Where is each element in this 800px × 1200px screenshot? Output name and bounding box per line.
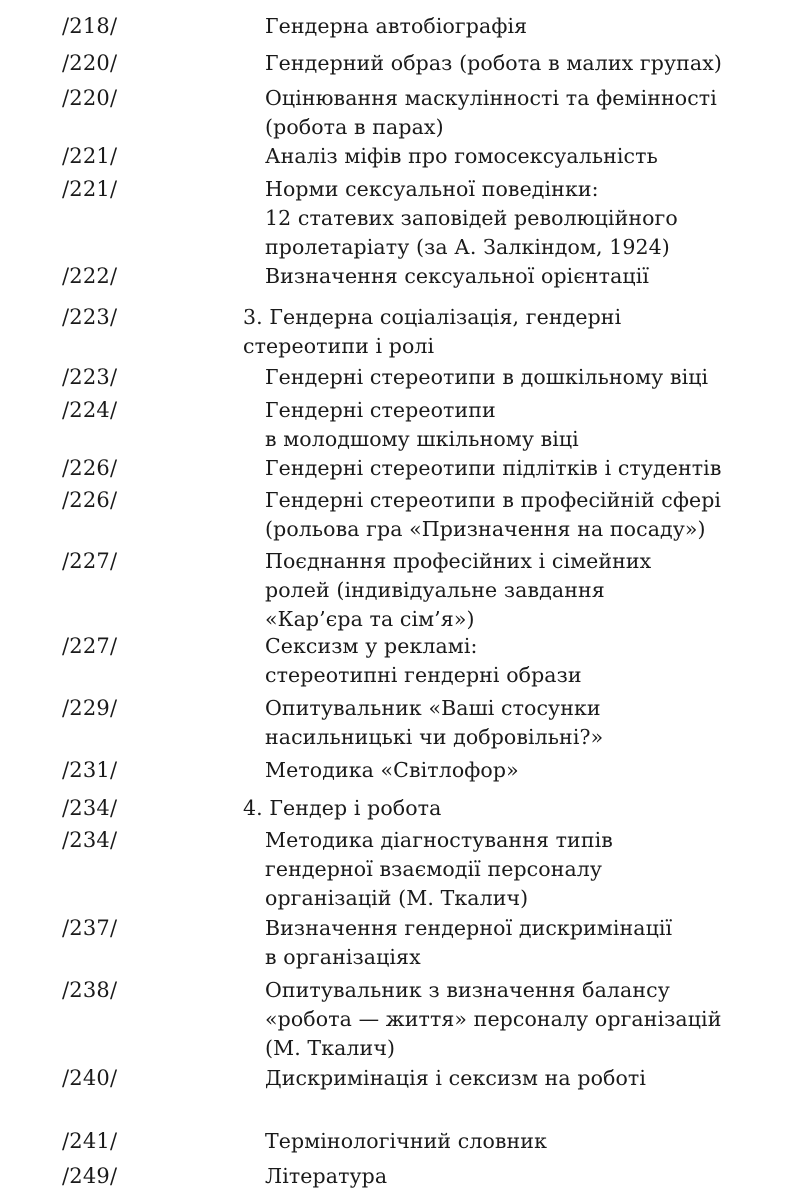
- toc-entry-title: Гендерні стереотипи підлітків і студентів: [265, 456, 722, 480]
- toc-entry-title: Методика діагностування типів гендерної взаємодії персоналу організацій (М. Ткалич): [265, 828, 613, 910]
- toc-page-number: /227/: [62, 634, 118, 658]
- toc-entry-title: Опитувальник «Ваші стосунки насильницькі чи добровільні?»: [265, 696, 604, 749]
- toc-entry-title: Визначення сексуальної орієнтації: [265, 264, 650, 288]
- toc-page-number: /221/: [62, 144, 118, 168]
- toc-entry-title: Гендерна автобіографія: [265, 14, 528, 38]
- toc-entry-title: Література: [265, 1164, 388, 1188]
- toc-entry-title: Термінологічний словник: [265, 1129, 547, 1153]
- toc-page-number: /234/: [62, 828, 118, 852]
- toc-page-number: /226/: [62, 456, 118, 480]
- toc-entry-title: Аналіз міфів про гомосексуальність: [265, 144, 658, 168]
- toc-page-number: /241/: [62, 1129, 118, 1153]
- toc-entry-title: Сексизм у рекламі: стереотипні гендерні образи: [265, 634, 582, 687]
- toc-page-number: /220/: [62, 51, 118, 75]
- toc-entry-title: Норми сексуальної поведінки: 12 статевих заповідей революційного пролетаріату (за А. Залкіндом, 1924): [265, 177, 678, 259]
- toc-page-number: /231/: [62, 758, 118, 782]
- toc-entry-title: Гендерний образ (робота в малих групах): [265, 51, 722, 75]
- toc-page-number: /218/: [62, 14, 118, 38]
- toc-entry-title: Оцінювання маскулінності та фемінності (робота в парах): [265, 86, 717, 139]
- toc-entry-title: Гендерні стереотипи в молодшому шкільному віці: [265, 398, 579, 451]
- toc-page-number: /222/: [62, 264, 118, 288]
- toc-page-number: /227/: [62, 549, 118, 573]
- toc-page-number: /226/: [62, 488, 118, 512]
- toc-entry-title: Гендерні стереотипи в професійній сфері (рольова гра «Призначення на посаду»): [265, 488, 722, 541]
- toc-page-number: /238/: [62, 978, 118, 1002]
- toc-entry-title: Поєднання професійних і сімейних ролей (індивідуальне завдання «Кар’єра та сім’я»): [265, 549, 652, 631]
- toc-page-number: /223/: [62, 305, 118, 329]
- toc-entry-title: Гендерні стереотипи в дошкільному віці: [265, 365, 709, 389]
- toc-page-number: /229/: [62, 696, 118, 720]
- toc-page-number: /249/: [62, 1164, 118, 1188]
- toc-page-number: /223/: [62, 365, 118, 389]
- toc-page-number: /240/: [62, 1066, 118, 1090]
- toc-section-title: 4. Гендер і робота: [243, 796, 442, 820]
- toc-entry-title: Визначення гендерної дискримінації в організаціях: [265, 916, 673, 969]
- toc-page-number: /224/: [62, 398, 118, 422]
- toc-page-number: /220/: [62, 86, 118, 110]
- toc-section-title: 3. Гендерна соціалізація, гендерні стереотипи і ролі: [243, 305, 622, 358]
- toc-entry-title: Методика «Світлофор»: [265, 758, 519, 782]
- toc-entry-title: Опитувальник з визначення балансу «робота — життя» персоналу організацій (М. Ткалич): [265, 978, 722, 1060]
- toc-page-number: /234/: [62, 796, 118, 820]
- toc-page-number: /221/: [62, 177, 118, 201]
- toc-entry-title: Дискримінація і сексизм на роботі: [265, 1066, 647, 1090]
- toc-page-number: /237/: [62, 916, 118, 940]
